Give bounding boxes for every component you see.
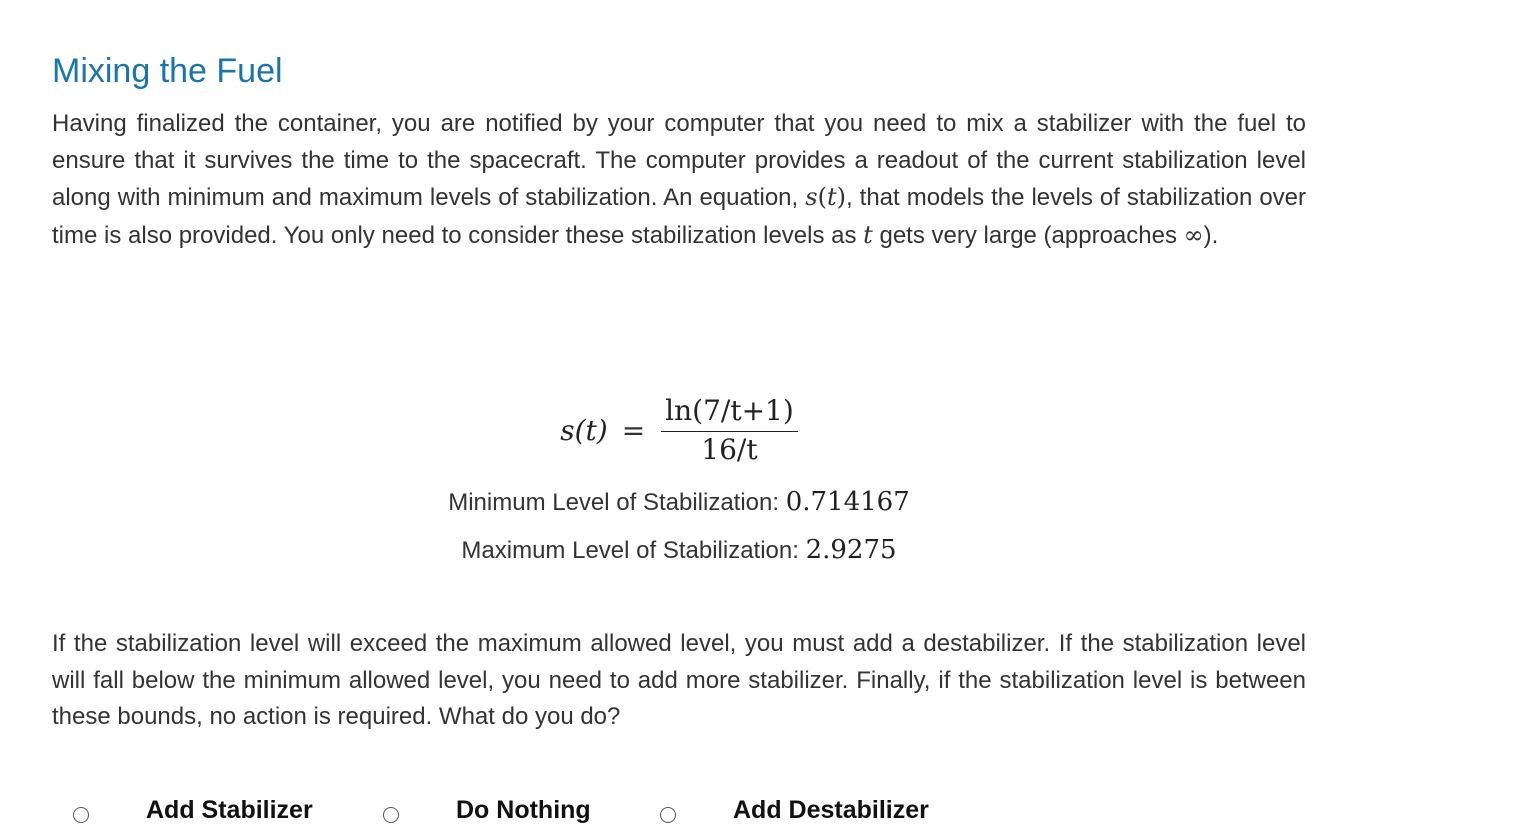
stabilization-levels bbox=[52, 478, 1306, 574]
minimum-level-row bbox=[52, 478, 1306, 526]
intro-text-2: , that models the levels of stabilization over time is also provided. You only need to consider these stabilization levels as bbox=[52, 184, 1307, 249]
maximum-level-label: Maximum Level of Stabilization: bbox=[461, 537, 799, 564]
option-label-do-nothing[interactable]: Do Nothing bbox=[456, 795, 591, 824]
question-text: If the stabilization level will exceed the maximum allowed level, you must add a destabilizer. If the stabilization level will fall below the minimum allowed level, you need to add more stabilizer. Finally, if the stabilization level is between these bounds, no action is required. What do you do? bbox=[52, 630, 1306, 730]
intro-text-3: gets very large (approaches bbox=[879, 221, 1177, 249]
function-name: s bbox=[805, 183, 818, 211]
intro-paragraph bbox=[52, 106, 1306, 254]
equation-lhs: s(t) bbox=[560, 413, 608, 447]
minimum-level-label: Minimum Level of Stabilization: bbox=[448, 489, 780, 516]
variable-t: t bbox=[826, 183, 837, 211]
answer-options bbox=[52, 788, 1306, 832]
paren-open: ( bbox=[817, 183, 827, 211]
option-label-add-destabilizer[interactable]: Add Destabilizer bbox=[733, 795, 929, 824]
option-do-nothing[interactable] bbox=[383, 788, 591, 832]
radio-add-destabilizer[interactable] bbox=[660, 807, 676, 823]
option-add-destabilizer[interactable] bbox=[660, 788, 929, 832]
variable-t-2: t bbox=[863, 220, 873, 249]
radio-add-stabilizer[interactable] bbox=[73, 807, 89, 823]
option-label-add-stabilizer[interactable]: Add Stabilizer bbox=[146, 795, 313, 824]
equation-equals: = bbox=[621, 413, 646, 447]
intro-text-4: ). bbox=[1203, 221, 1219, 249]
option-add-stabilizer[interactable] bbox=[73, 788, 313, 832]
paren-close: ) bbox=[836, 183, 846, 211]
stabilization-equation bbox=[52, 394, 1306, 466]
equation-numerator: ln(7/t+1) bbox=[661, 395, 798, 432]
equation-fraction bbox=[661, 395, 798, 466]
maximum-level-row bbox=[52, 526, 1306, 574]
problem-container bbox=[52, 48, 1307, 824]
page-title: Mixing the Fuel bbox=[52, 52, 283, 90]
radio-do-nothing[interactable] bbox=[383, 807, 399, 823]
maximum-level-value: 2.9275 bbox=[805, 535, 897, 565]
equation-denominator: 16/t bbox=[701, 432, 758, 466]
infinity-symbol: ∞ bbox=[1183, 220, 1204, 249]
minimum-level-value: 0.714167 bbox=[785, 487, 910, 517]
intro-text-1: Having finalized the container, you are notified by your computer that you need to mix a stabilizer with the fuel to ensure that it survives the time to the spacecraft. The computer provides a readout of the current stabilization level along with minimum and maximum levels of stabilization. An equation, bbox=[52, 110, 1306, 211]
